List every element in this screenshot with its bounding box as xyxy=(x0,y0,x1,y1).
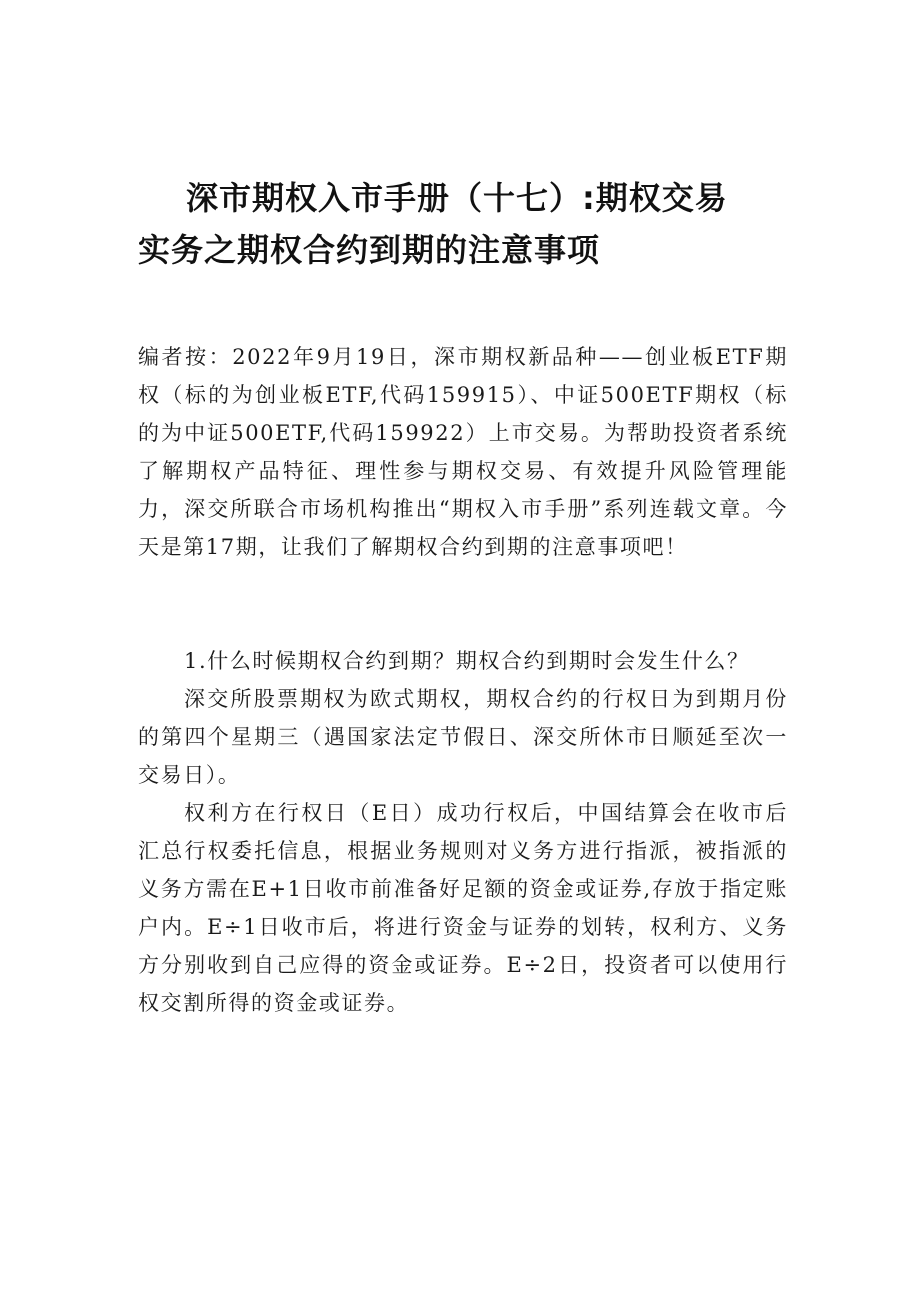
section-1-heading: 1.什么时候期权合约到期？期权合约到期时会发生什么？ xyxy=(184,649,750,673)
editor-note xyxy=(138,338,788,566)
section-1 xyxy=(138,642,788,1022)
document-title xyxy=(138,172,798,276)
title-line-2: 实务之期权合约到期的注意事项 xyxy=(138,231,601,269)
editor-note-paragraph: 编者按：2022年9月19日，深市期权新品种——创业板ETF期权（标的为创业板ETF,代码159915）、中证500ETF期权（标的为中证500ETF,代码159922）上市交易。为帮助投资者系统了解期权产品特征、理性参与期权交易、有效提升风险管理能力，深交所联合市场机构推出“期权入市手册”系列连载文章。今天是第17期，让我们了解期权合约到期的注意事项吧！ xyxy=(138,345,788,559)
title-line-1: 深市期权入市手册（十七）:期权交易 xyxy=(186,179,728,217)
section-1-paragraph-2: 权利方在行权日（E日）成功行权后，中国结算会在收市后汇总行权委托信息，根据业务规则对义务方进行指派，被指派的义务方需在E+1日收市前准备好足额的资金或证券,存放于指定账户内。E÷1日收市后，将进行资金与证券的划转，权利方、义务方分别收到自己应得的资金或证券。E÷2日，投资者可以使用行权交割所得的资金或证券。 xyxy=(138,801,788,1015)
section-1-paragraph-1: 深交所股票期权为欧式期权，期权合约的行权日为到期月份的第四个星期三（遇国家法定节假日、深交所休市日顺延至次一交易日）。 xyxy=(138,687,788,787)
